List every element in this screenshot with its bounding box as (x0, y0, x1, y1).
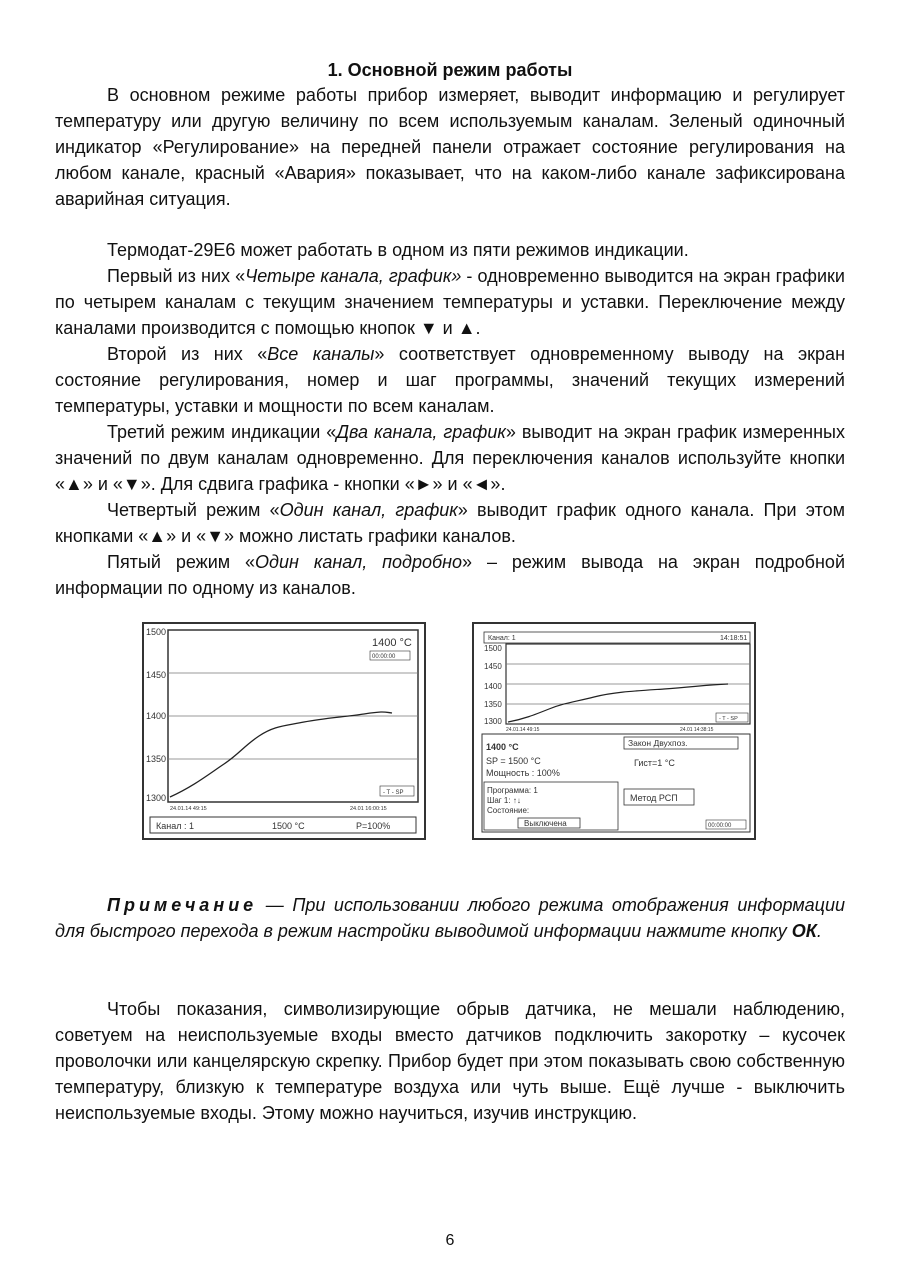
paragraph-mode-4: Четвертый режим «Один канал, график» выводит график одного канала. При этом кнопками «▲» и «▼» можно листать графики каналов. (55, 500, 845, 546)
time-end-label: 24.01 16:00:15 (350, 806, 387, 812)
program-step: Шаг 1: ↑↓ (487, 796, 521, 805)
legend-text: - T - SP (719, 716, 738, 722)
y-tick-label: 1500 (484, 644, 502, 653)
note-paragraph: Примечание — При использовании любого режима отображения информации для быстрого перехода в режим настройки выводимой информации нажмите кнопку ОК. (55, 895, 845, 941)
y-tick-label: 1450 (146, 670, 167, 680)
program-state-label: Состояние: (487, 806, 530, 815)
y-tick-label: 1450 (484, 662, 502, 671)
header-bar (484, 632, 750, 643)
status-power: P=100% (356, 821, 391, 831)
control-law: Закон Двухпоз. (628, 738, 688, 748)
screen-one-channel-detailed-svg (474, 624, 754, 838)
y-tick-label: 1300 (484, 717, 502, 726)
paragraph-sensor-advice: Чтобы показания, символизирующие обрыв датчика, не мешали наблюдению, советуем на неиспользуемые входы вместо датчиков подключить закоротку – кусочек проволочки или канцелярскую скрепку. Прибор будет при этом показывать свою собственную температуру, близкую к температуре воздуха или чуть выше. Ещё лучше - выключить неиспользуемые входы. Этому можно научиться, изучив инструкцию. (55, 999, 845, 1123)
method-label: Метод РСП (630, 793, 678, 803)
y-tick-label: 1500 (146, 627, 167, 637)
paragraph-modes-intro: Термодат-29Е6 может работать в одном из пяти режимов индикации. (107, 240, 689, 260)
y-tick-label: 1400 (146, 711, 167, 721)
y-tick-label: 1400 (484, 682, 502, 691)
screen-one-channel-detailed (472, 622, 756, 840)
y-tick-label: 1350 (484, 700, 502, 709)
paragraph-mode-3: Третий режим индикации «Два канала, график» выводит на экран график измеренных значений по двум каналам одновременно. Для переключения каналов используйте кнопки «▲» и «▼». Для сдвига графика - кнопки «►» и «◄». (55, 422, 845, 494)
legend-text: - T - SP (383, 790, 404, 796)
time-start-label: 24.01.14 49:15 (170, 806, 207, 812)
paragraph-main-mode: В основном режиме работы прибор измеряет, выводит информацию и регулирует температуру или другую величину по всем используемым каналам. Зеленый одиночный индикатор «Регулирование» на передней панели отражает состояние регулирования на любом канале, красный «Авария» показывает, что на каком-либо канале зафиксирована аварийная ситуация. (55, 85, 845, 209)
status-setpoint: 1500 °C (272, 821, 305, 831)
time-start-label: 24.01.14 49:15 (506, 727, 540, 733)
detail-power: Мощность : 100% (486, 768, 560, 778)
hysteresis: Гист=1 °C (634, 758, 675, 768)
program-number: Программа: 1 (487, 786, 538, 795)
header-channel: Канал: 1 (488, 635, 516, 642)
paragraph-mode-2: Второй из них «Все каналы» соответствует одновременному выводу на экран состояние регулирования, номер и шаг программы, значений текущих измерений температуры, уставки и мощности по всем каналам. (55, 344, 846, 416)
paragraph-mode-1: Первый из них «Четыре канала, график» - одновременно выводится на экран графики по четырем каналам с текущим значением температуры и уставки. Переключение между каналами производится с помощью кнопок ▼ и ▲. (55, 266, 845, 338)
temperature-curve (508, 684, 728, 722)
page-number: 6 (445, 1232, 455, 1249)
program-state-value: Выключена (524, 819, 567, 828)
status-channel: Канал : 1 (156, 821, 194, 831)
screen-one-channel-graph-svg (144, 624, 424, 838)
time-end-label: 24.01 14:38:15 (680, 727, 714, 733)
section-heading: 1. Основной режим работы (327, 60, 573, 80)
temperature-curve (170, 712, 392, 797)
screen-one-channel-graph (142, 622, 426, 840)
timer-value: 00:00:00 (708, 823, 732, 829)
timer-value: 00:00:00 (372, 654, 396, 660)
y-tick-label: 1350 (146, 754, 167, 764)
detail-setpoint: SP = 1500 °C (486, 756, 541, 766)
paragraph-mode-5: Пятый режим «Один канал, подробно» – режим вывода на экран подробной информации по одному из каналов. (55, 552, 845, 598)
current-value: 1400 °C (372, 637, 412, 649)
y-tick-label: 1300 (146, 793, 167, 803)
header-time: 14:18:51 (720, 635, 748, 642)
detail-value: 1400 °C (486, 742, 519, 752)
